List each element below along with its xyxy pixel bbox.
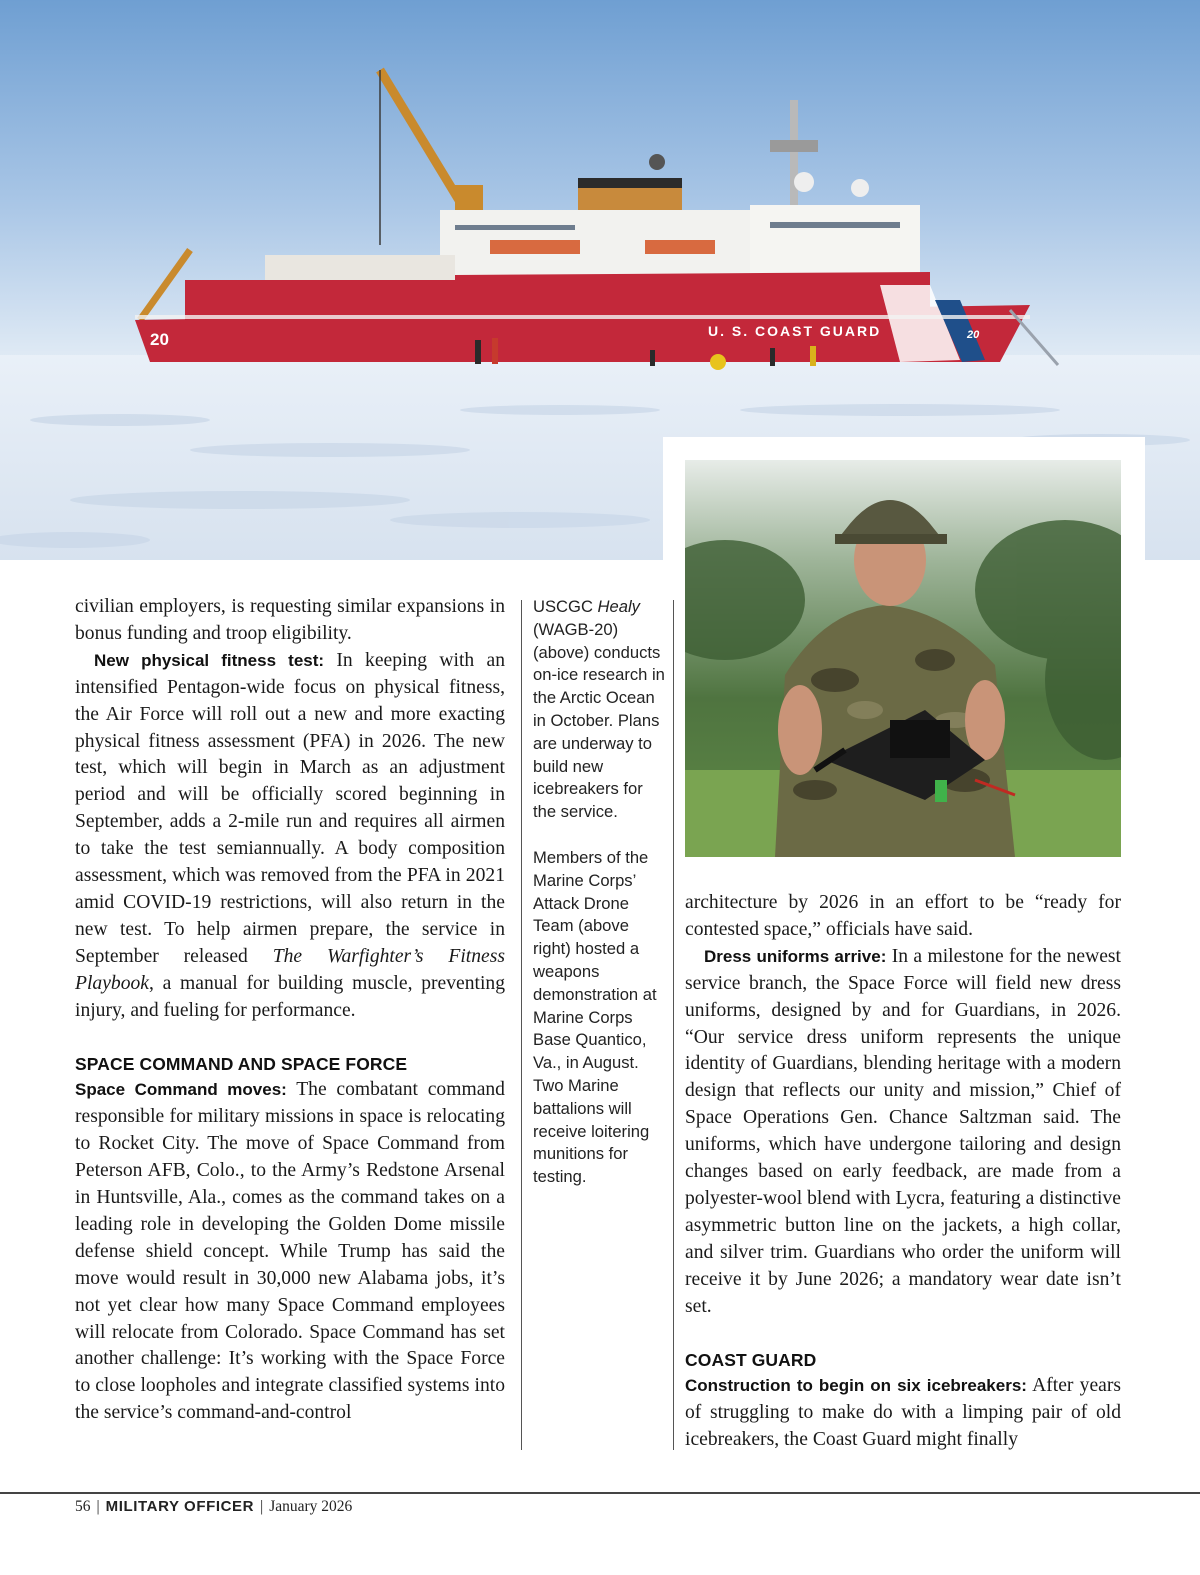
book-title: The Warfighter’s Fitness Playbook	[75, 945, 505, 994]
article-column-left	[75, 594, 505, 1427]
section-heading-coast-guard: COAST GUARD	[685, 1349, 817, 1370]
paragraph-spacecom: Space Command moves: The combatant command responsible for military missions in space is relocating to Rocket City. The move of Space Command from Peterson AFB, Colo., to the Army’s Redstone Arsenal in Huntsville, Ala., comes as the command takes on a leading role in developing the Golden Dome missile defense shield concept. While Trump has said the move would result in 30,000 new Alabama jobs, it’s not yet clear how many Space Command employees will relocate from Colorado. Space Command has set another challenge: It’s working with the Space Force to close loopholes and integrate classified systems into the service’s command-and-control	[75, 1079, 505, 1424]
lead-in-uniforms: Dress uniforms arrive:	[704, 946, 887, 966]
lead-in-fitness: New physical fitness test:	[94, 650, 325, 670]
paragraph-icebreakers: Construction to begin on six icebreakers: After years of struggling to make do with a limping pair of old icebreakers, the Coast Guard might finally	[685, 1375, 1121, 1451]
paragraph-uniforms: Dress uniforms arrive: In a milestone for the newest service branch, the Space Force will field new dress uniforms, designed by and for Guardians, in 2026. “Our service dress uniform represents the unique identity of Guardians, blending heritage with a modern design that reflects our unity and mission,” Chief of Space Operations Gen. Chance Saltzman said. The uniforms, which have undergone tailoring and design changes based on early feedback, are made from a polyester-wool blend with Lycra, featuring a distinctive asymmetric button line on the jackets, a high collar, and silver trim. Guardians who order the uniform will receive it by June 2026; a mandatory wear date isn’t set.	[685, 945, 1121, 1317]
bow-number: 20	[967, 329, 980, 341]
column-divider-right	[673, 600, 674, 1450]
issue-date: January 2026	[269, 1498, 353, 1515]
article-column-right	[685, 890, 1121, 1454]
caption-marines: Members of the Marine Corps’ Attack Drone Team (above right) hosted a weapons demonstration at Marine Corps Base Quantico, Va., in August. Two Marine battalions will receive loitering munitions for testing.	[533, 847, 657, 1187]
inset-photo	[685, 460, 1121, 857]
caption-healy: USCGC Healy (WAGB-20) (above) conducts on-ice research in the Arctic Ocean in October. Plans are underway to build new icebreakers for the service.	[533, 597, 665, 822]
caption-column	[533, 596, 668, 1189]
marine-drone-photo	[685, 460, 1121, 857]
paragraph: civilian employers, is requesting similar expansions in bonus funding and troop eligibility.	[75, 596, 505, 644]
hull-number: 20	[150, 330, 169, 349]
magazine-name: MILITARY OFFICER	[105, 1498, 255, 1515]
footer-separator: |	[260, 1498, 264, 1515]
footer-separator: |	[96, 1498, 100, 1515]
paragraph-fitness: New physical fitness test: In keeping with an intensified Pentagon-wide focus on physical fitness, the Air Force will roll out a new and more exacting physical fitness assessment (PFA) in 2026. The new test, which will begin in March as an adjustment period and will be officially scored beginning in September, adds a 2-mile run and requires all airmen to take the test semiannually. A body composition assessment, which was removed from the PFA in 2021 amid COVID-19 restrictions, will also return in the new test. To help airmen prepare, the service in September released The Warfighter’s Fitness Playbook, a manual for building muscle, preventing injury, and fueling for performance.	[75, 649, 505, 1021]
footer-rule	[0, 1492, 1200, 1494]
lead-in-spacecom: Space Command moves:	[75, 1080, 287, 1100]
hull-text: U. S. COAST GUARD	[708, 323, 882, 339]
section-heading-space: SPACE COMMAND AND SPACE FORCE	[75, 1053, 408, 1074]
page-number: 56	[75, 1498, 91, 1515]
lead-in-icebreakers: Construction to begin on six icebreakers:	[685, 1376, 1027, 1396]
page-footer	[75, 1497, 352, 1517]
paragraph: architecture by 2026 in an effort to be “ready for contested space,” officials have said.	[685, 892, 1121, 940]
column-divider-left	[521, 600, 522, 1450]
